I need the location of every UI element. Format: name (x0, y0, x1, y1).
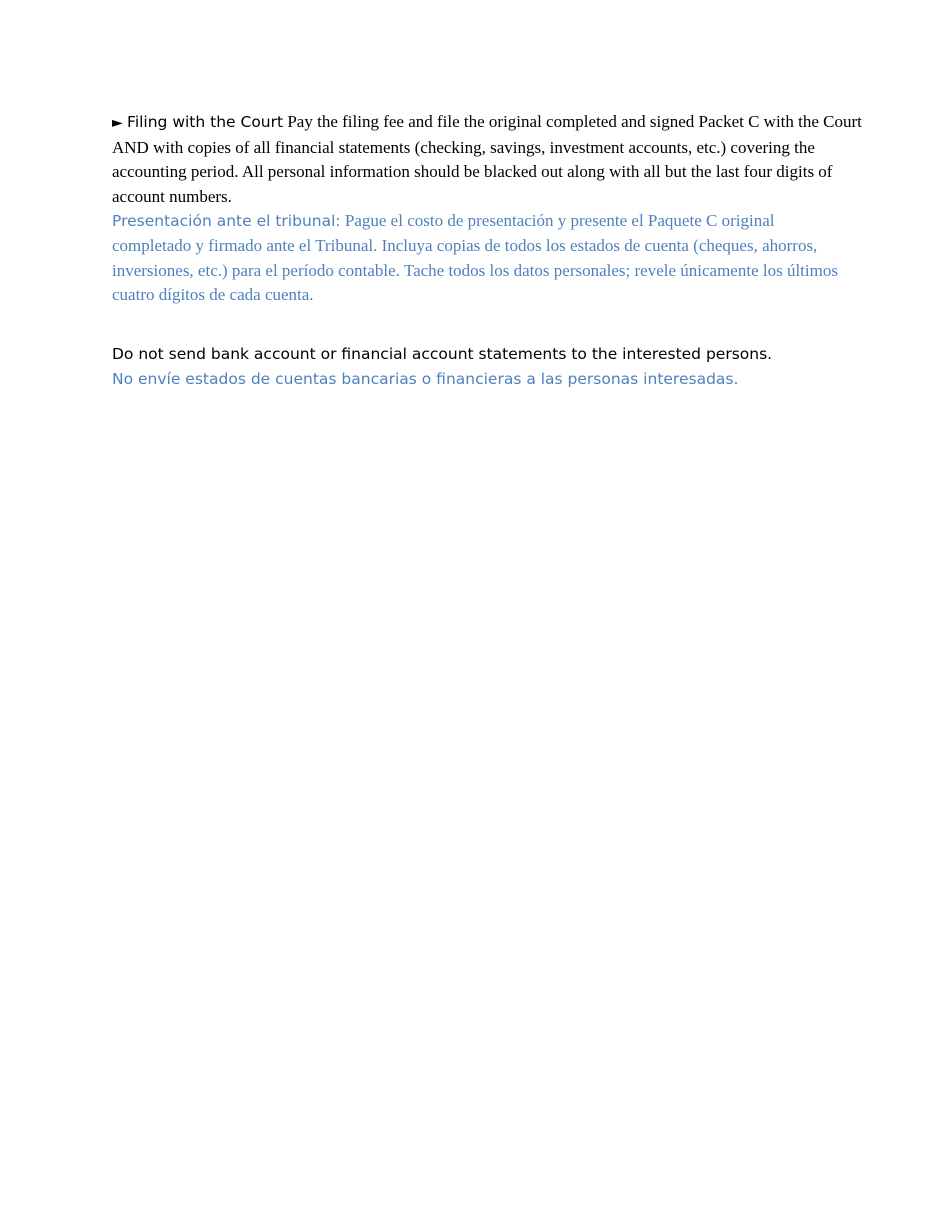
filing-body-english: Pay the filing fee and file the original completed and signed Packet C with the Court AND with copies of all financial statements (checking, savings, investment accounts, etc.) covering the accounting period. All personal information should be blacked out along with all but the last four digits of account numbers. (112, 112, 862, 206)
filing-heading-spanish: Presentación ante el tribunal: (112, 212, 341, 230)
notice-english: Do not send bank account or financial account statements to the interested persons. (112, 345, 773, 364)
notice-spanish: No envíe estados de cuentas bancarias o financieras a las personas interesadas. (112, 370, 739, 389)
filing-paragraph-spanish (112, 209, 852, 308)
filing-body-spanish: Pague el costo de presentación y presente el Paquete C original completado y firmado ante el Tribunal. Incluya copias de todos los estados de cuenta (cheques, ahorros, inversiones, etc.) para el período contable. Tache todos los datos personales; revele únicamente los últimos cuatro dígitos de cada cuenta. (112, 211, 838, 305)
document-page (112, 110, 872, 391)
filing-heading-english: Filing with the Court (127, 113, 284, 131)
bullet-arrow-icon: ► (112, 115, 123, 131)
filing-paragraph-english (112, 110, 872, 209)
